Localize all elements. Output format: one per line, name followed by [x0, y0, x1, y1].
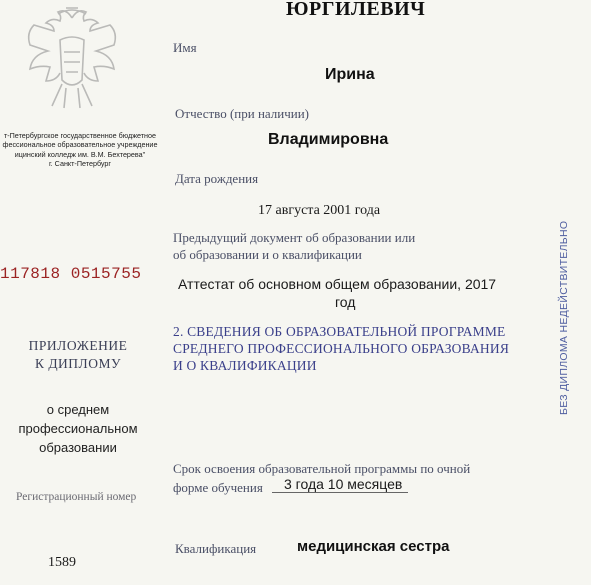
appendix-title-line-2: К ДИПЛОМУ	[34, 356, 122, 371]
surname-value: ЮРГИЛЕВИЧ	[286, 0, 426, 20]
patronymic-value: Владимировна	[268, 131, 389, 148]
education-type-line-1: о среднем	[46, 402, 110, 417]
first-name-value: Ирина	[325, 66, 375, 83]
registration-number-value: 1589	[48, 555, 76, 570]
first-name-label: Имя	[173, 40, 197, 55]
institution-line-4: г. Санкт-Петербург	[48, 158, 112, 168]
state-emblem-icon	[10, 0, 135, 125]
section-2-heading-line-2: СРЕДНЕГО ПРОФЕССИОНАЛЬНОГО ОБРАЗОВАНИЯ	[173, 341, 510, 356]
institution-line-1: т-Петербургское государственное бюджетное	[3, 131, 157, 140]
diploma-serial-number: 117818 0515755	[0, 265, 142, 283]
birth-date-value: 17 августа 2001 года	[258, 203, 381, 218]
section-2-heading	[173, 323, 543, 374]
previous-document-value-line-2: год	[335, 294, 356, 310]
study-period-value: 3 года 10 месяцев	[272, 476, 408, 493]
section-2-heading-line-3: И О КВАЛИФИКАЦИИ	[173, 358, 317, 373]
institution-name	[0, 131, 160, 168]
patronymic-label: Отчество (при наличии)	[175, 106, 310, 121]
previous-document-value-line-1: Аттестат об основном общем образовании, 2017	[178, 276, 497, 292]
section-2-heading-line-1: 2. СВЕДЕНИЯ ОБ ОБРАЗОВАТЕЛЬНОЙ ПРОГРАММЕ	[173, 324, 506, 339]
education-type-line-2: профессиональном	[18, 421, 138, 436]
without-diploma-invalid-note: БЕЗ ДИПЛОМА НЕДЕЙСТВИТЕЛЬНО	[558, 220, 570, 415]
appendix-title-line-1: ПРИЛОЖЕНИЕ	[28, 338, 128, 353]
registration-number-label: Регистрационный номер	[16, 491, 137, 503]
institution-line-3: ицинский колледж им. В.М. Бехтерева"	[14, 149, 146, 159]
study-period-label-line-2: форме обучения	[173, 480, 263, 495]
previous-document-label-line-2: об образовании и о квалификации	[173, 247, 362, 262]
previous-document-label-line-1: Предыдущий документ об образовании или	[173, 230, 416, 245]
birth-date-label: Дата рождения	[175, 171, 259, 186]
qualification-label: Квалификация	[175, 541, 257, 556]
institution-line-2: фессиональное образовательное учреждение	[2, 140, 158, 150]
education-type-line-3: образовании	[39, 440, 117, 455]
qualification-value: медицинская сестра	[297, 538, 450, 555]
study-period-label-line-1: Срок освоения образовательной программы по очной	[173, 461, 471, 476]
